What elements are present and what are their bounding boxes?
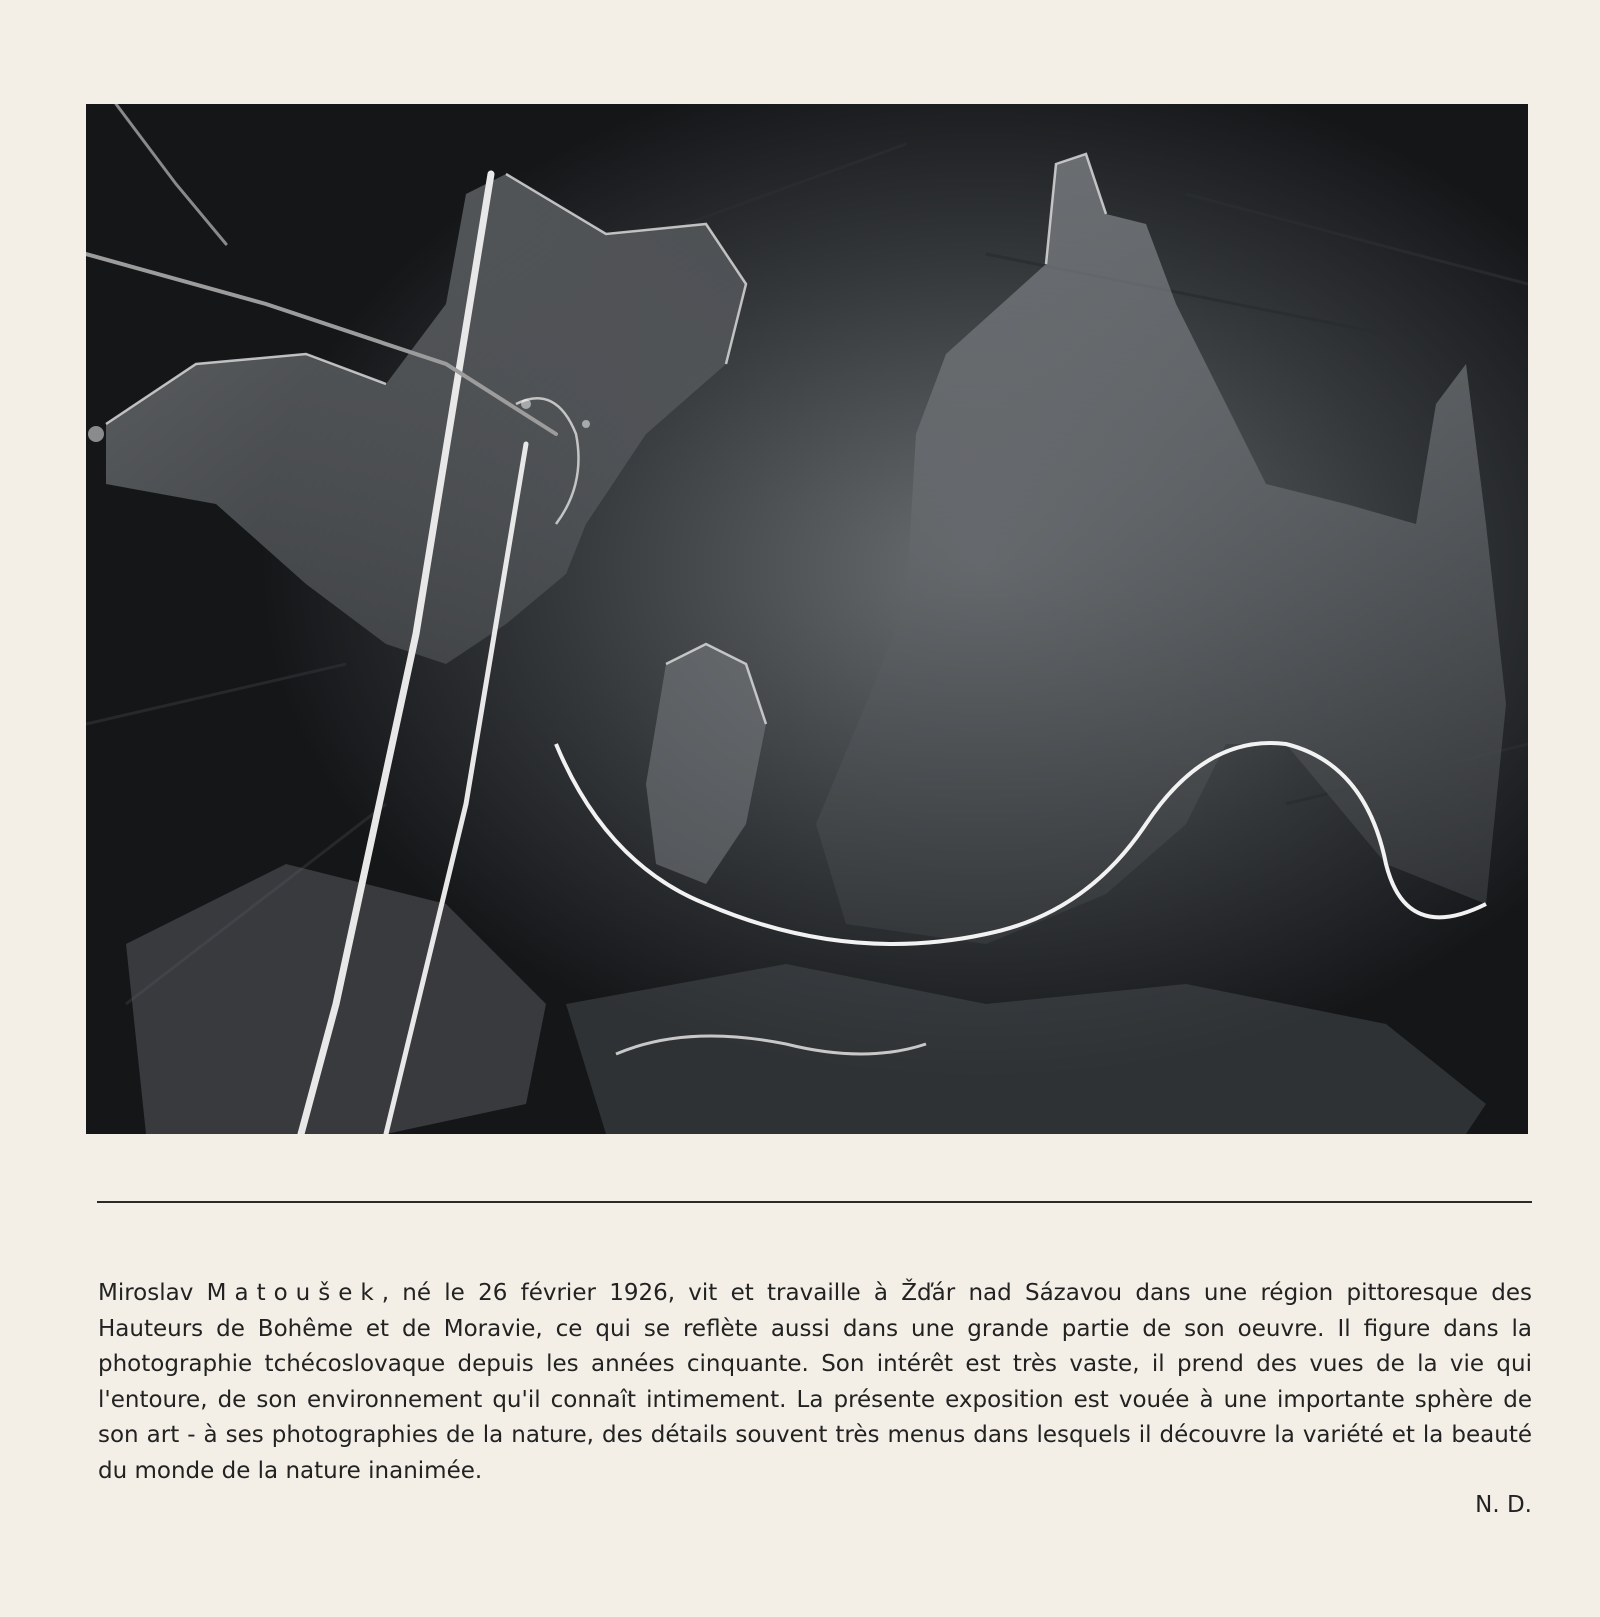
signature-initials: N. D.: [1475, 1492, 1532, 1518]
artist-first-name: Miroslav: [98, 1280, 194, 1306]
ice-formation-image: [86, 104, 1528, 1134]
caption-body: , né le 26 février 1926, vit et travaille à Žďár nad Sázavou dans une région pittoresque des Hauteurs de Bohême et de Moravie, ce qui se reflète aussi dans une grande partie de son oeuvre. Il figure dans la photographie tchécoslovaque depuis les années cinquante. Son intérêt est très vaste, il prend des vues de la vie qui l'entoure, de son environnement qu'il connaît intimement. La présente exposition est vouée à une importante sphère de son art - à ses photographies de la nature, des détails souvent très menus dans lesquels il découvre la variété et la beauté du monde de la nature inanimée.: [98, 1280, 1532, 1484]
artist-last-name: Matoušek: [206, 1280, 382, 1306]
nature-photograph: [86, 104, 1528, 1134]
horizontal-divider: [97, 1201, 1532, 1203]
caption-paragraph: [98, 1276, 1532, 1489]
caption-text: [98, 1276, 1532, 1489]
